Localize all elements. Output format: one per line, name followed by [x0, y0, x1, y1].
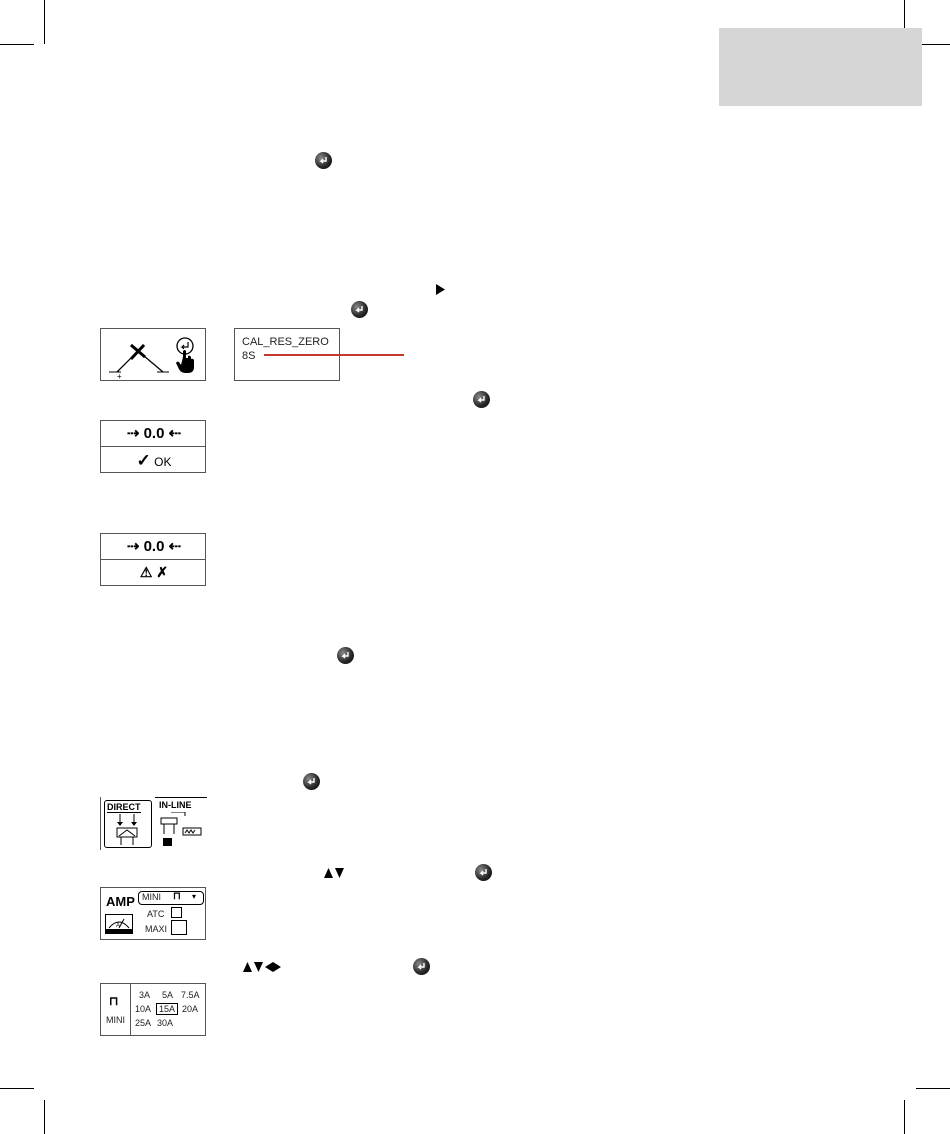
amp-title: AMP: [106, 894, 135, 909]
maxi-fuse-icon: [171, 920, 187, 935]
calibration-countdown: 8S: [242, 350, 256, 362]
rating-7-5a[interactable]: 7.5A: [181, 990, 200, 1000]
rating-5a[interactable]: 5A: [162, 990, 174, 1000]
crop-mark: [0, 44, 34, 45]
mode-select-display: [100, 797, 207, 850]
amp-option-selected[interactable]: [138, 891, 204, 905]
probe-zero-illustration: [100, 328, 206, 381]
zero-value: 0.0: [143, 538, 165, 555]
arrow-in-icon: ⇢: [126, 425, 140, 442]
svg-text:+: +: [117, 372, 122, 380]
svg-text:A: A: [116, 923, 121, 929]
rating-20a[interactable]: 20A: [182, 1004, 199, 1014]
enter-button-icon: [475, 864, 492, 881]
zero-ok-display: [100, 420, 206, 473]
enter-button-icon: [473, 391, 490, 408]
option-atc: ATC: [147, 909, 165, 919]
arrow-in-icon: ⇠: [168, 425, 182, 442]
arrow-in-icon: ⇢: [126, 538, 140, 555]
fuse-rating-display: [100, 983, 206, 1036]
amp-display: [100, 887, 206, 940]
rating-15a-selected[interactable]: 15A: [156, 1003, 178, 1015]
status-row: [101, 564, 207, 581]
enter-button-icon: [303, 773, 320, 790]
mode-separator: [155, 797, 207, 798]
option-maxi: MAXI: [145, 924, 168, 934]
enter-button-icon: [413, 958, 430, 975]
fail-icon: ✗: [156, 564, 169, 580]
chapter-tab: [719, 28, 922, 106]
calibration-label: CAL_RES_ZERO: [242, 336, 329, 348]
mini-fuse-icon: ⊓: [109, 994, 119, 1008]
direct-fuse-icon: [113, 814, 143, 846]
inline-fuse-icon: [157, 812, 203, 848]
fuse-divider: [130, 984, 131, 1035]
up-down-arrows-icon: [324, 868, 344, 878]
enter-button-icon: [351, 301, 368, 318]
check-icon: ✓: [136, 451, 151, 470]
zero-value: 0.0: [143, 425, 165, 442]
crop-mark: [916, 1088, 950, 1089]
warning-icon: ⚠: [139, 564, 153, 580]
option-mini: MINI: [142, 892, 161, 902]
arrow-in-icon: ⇠: [168, 538, 182, 555]
status-ok: OK: [154, 455, 172, 469]
zero-value-row: [101, 424, 207, 442]
right-arrow-icon: [436, 284, 445, 295]
ammeter-icon: [105, 914, 133, 934]
fuse-type-label: MINI: [106, 1015, 125, 1025]
crop-mark: [44, 0, 45, 44]
crop-mark: [904, 1100, 905, 1134]
rating-30a[interactable]: 30A: [157, 1018, 174, 1028]
direct-label: DIRECT: [107, 802, 141, 812]
zero-value-row: [101, 537, 207, 555]
press-enter-hand-icon: [173, 335, 199, 375]
chevron-down-icon: ▾: [192, 892, 197, 901]
rating-3a[interactable]: 3A: [139, 990, 151, 1000]
enter-button-icon: [337, 647, 354, 664]
direct-option: [104, 800, 152, 848]
mini-fuse-icon: ⊓: [173, 891, 181, 902]
crop-mark: [0, 1088, 34, 1089]
callout-line: [264, 354, 404, 356]
atc-fuse-icon: [171, 907, 182, 918]
rating-25a[interactable]: 25A: [135, 1018, 152, 1028]
enter-button-icon: [315, 152, 332, 169]
rating-10a[interactable]: 10A: [135, 1004, 152, 1014]
inline-label: IN-LINE: [159, 800, 192, 810]
status-row: [101, 451, 207, 471]
crop-mark: [44, 1100, 45, 1134]
up-down-left-right-arrows-icon: [243, 962, 281, 972]
zero-fail-display: [100, 533, 206, 586]
svg-text:_: _: [162, 372, 167, 380]
